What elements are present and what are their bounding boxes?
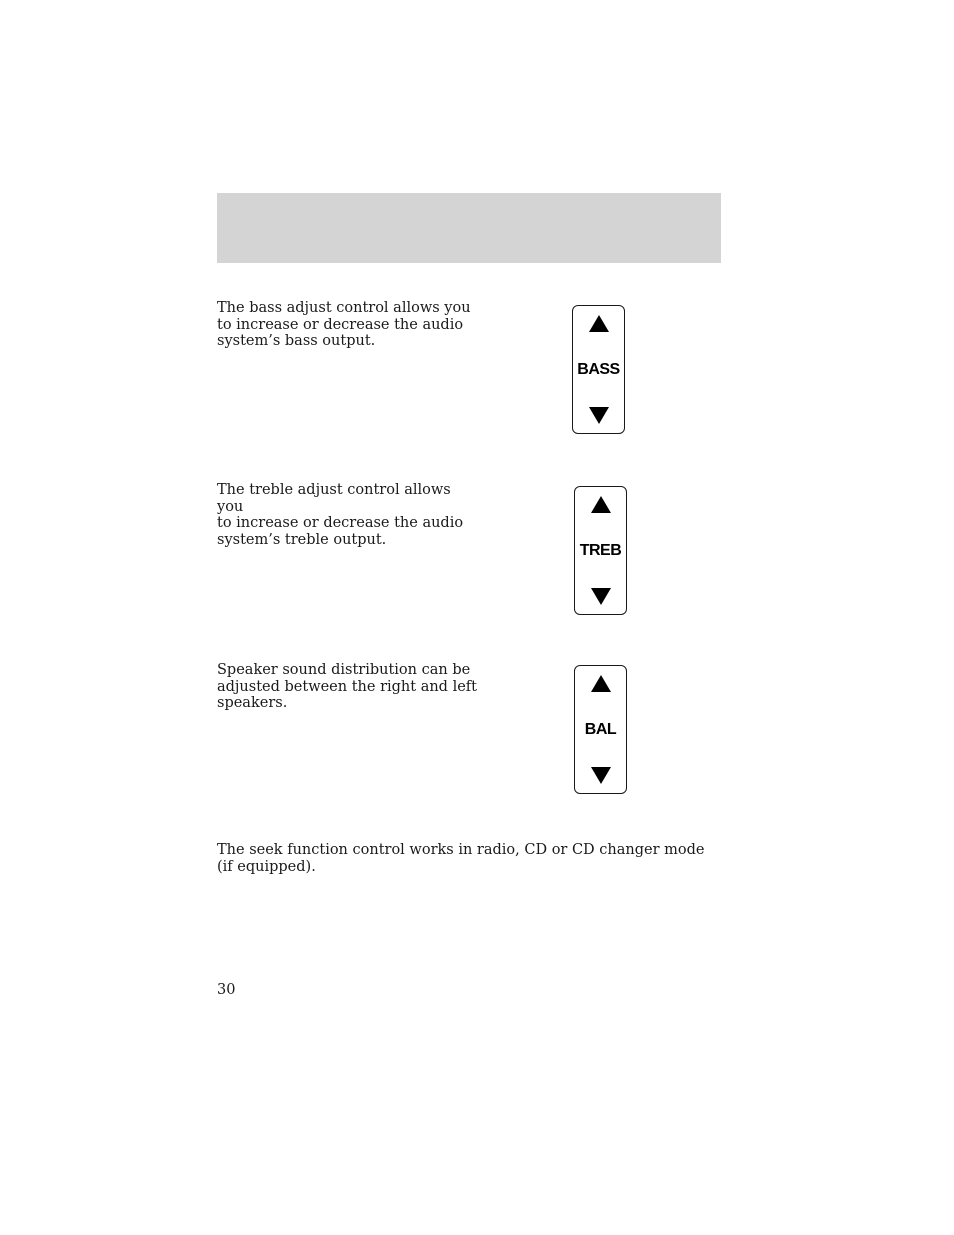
arrow-down-icon[interactable] (591, 767, 611, 784)
arrow-down-icon[interactable] (591, 588, 611, 605)
arrow-up-icon[interactable] (591, 496, 611, 513)
balance-control[interactable] (574, 665, 627, 794)
seek-description: The seek function control works in radio, CD or CD changer mode (if equipped). (217, 842, 705, 875)
arrow-up-icon[interactable] (591, 675, 611, 692)
treble-description: The treble adjust control allows you to increase or decrease the audio system’s treble output. (217, 482, 464, 548)
treble-label: TREB (579, 542, 622, 559)
arrow-up-icon[interactable] (589, 315, 609, 332)
balance-label: BAL (584, 721, 617, 738)
bass-label: BASS (577, 361, 620, 378)
bass-control[interactable] (572, 305, 625, 434)
section-header-band (217, 193, 721, 263)
balance-description: Speaker sound distribution can be adjusted between the right and left speakers. (217, 662, 477, 711)
arrow-down-icon[interactable] (589, 407, 609, 424)
page-number: 30 (217, 982, 236, 998)
bass-description: The bass adjust control allows you to increase or decrease the audio system’s bass output. (217, 300, 471, 349)
treble-control[interactable] (574, 486, 627, 615)
